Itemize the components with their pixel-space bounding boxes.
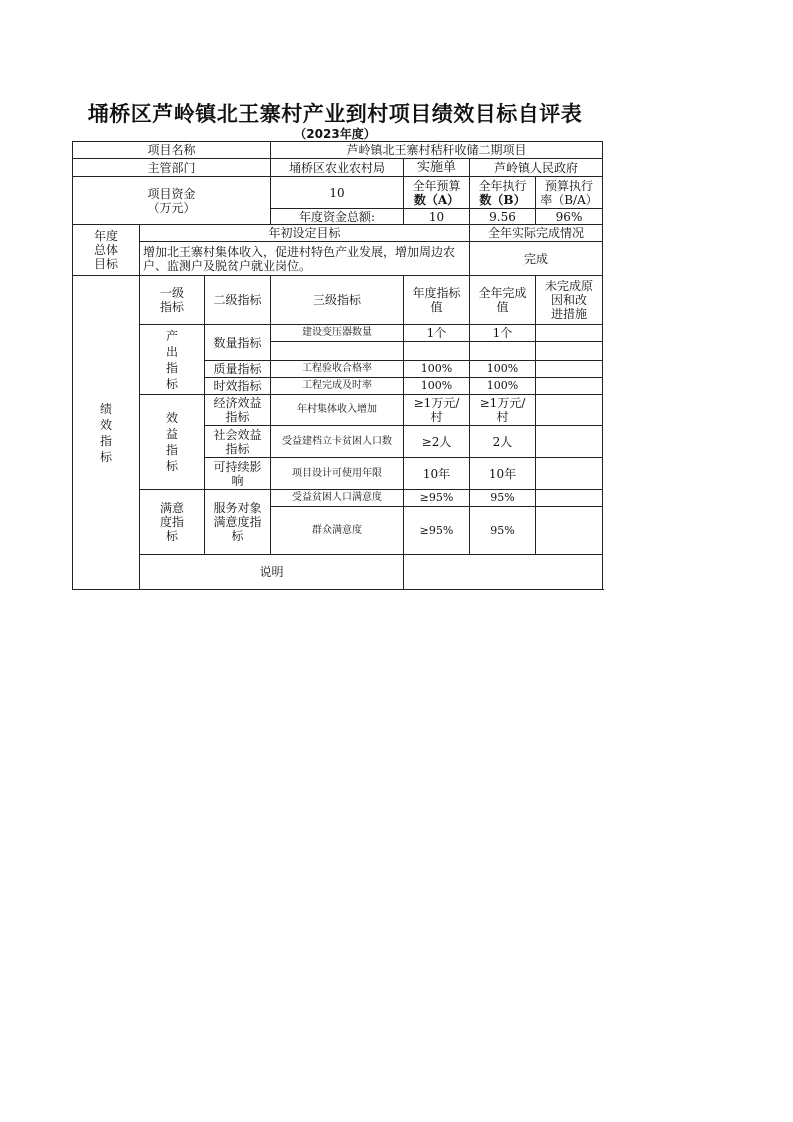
quality-reason — [536, 361, 603, 378]
evaluation-table — [72, 141, 603, 590]
perf-side-char: 指 — [99, 433, 112, 448]
quantity-done: 1个 — [470, 325, 536, 342]
service-item-1: 受益贫困人口满意度 — [271, 490, 404, 507]
economic-target — [404, 395, 470, 426]
header-target-line2: 值 — [430, 300, 443, 314]
table-row — [73, 490, 603, 507]
service-label-line1: 服务对象 — [213, 501, 262, 515]
social-indicator-label — [205, 426, 271, 458]
sustainability-target: 10年 — [404, 458, 470, 490]
sustainability-done: 10年 — [470, 458, 536, 490]
satisfaction-label-line1: 满意 — [159, 501, 184, 515]
effect-indicator-label — [140, 395, 205, 490]
col-budget-a — [404, 177, 470, 209]
col-budget-a-line2: 数（A） — [413, 192, 460, 207]
implementer-value: 芦岭镇人民政府 — [470, 159, 603, 177]
perf-side-char: 效 — [99, 417, 112, 432]
output-char: 产 — [165, 328, 178, 343]
initial-goal-text: 增加北王寨村集体收入，促进村特色产业发展，增加周边农户、监测户及脱贫户就业岗位。 — [140, 242, 470, 276]
effect-char: 益 — [165, 427, 178, 441]
quantity-indicator-label: 数量指标 — [205, 325, 271, 361]
sustainability-indicator-label — [205, 458, 271, 490]
project-name-label: 项目名称 — [73, 142, 271, 159]
goals-header-row — [73, 225, 603, 242]
implementer-label: 实施单 — [404, 159, 470, 177]
social-reason — [536, 426, 603, 458]
economic-reason — [536, 395, 603, 426]
quality-target: 100% — [404, 361, 470, 378]
social-item: 受益建档立卡贫困人口数 — [271, 426, 404, 458]
perf-header-row — [73, 276, 603, 325]
col-exec-rate — [536, 177, 603, 209]
perf-side-char: 绩 — [99, 401, 112, 416]
service-satisfaction-label — [205, 490, 271, 555]
col-exec-b — [470, 177, 536, 209]
service-done-1: 95% — [470, 490, 536, 507]
actual-completion-text: 完成 — [470, 242, 603, 276]
col-exec-b-line2: 数（B） — [479, 192, 526, 207]
goals-label-line2: 总体 — [93, 243, 118, 257]
quality-indicator-label: 质量指标 — [205, 361, 271, 378]
page-title: 埇桥区芦岭镇北王寨村产业到村项目绩效目标自评表 — [87, 102, 583, 126]
header-level2: 二级指标 — [205, 276, 271, 325]
social-done: 2人 — [470, 426, 536, 458]
sustainability-label-line1: 可持续影 — [213, 459, 262, 474]
col-budget-a-line1: 全年预算 — [412, 178, 461, 193]
timeliness-done: 100% — [470, 378, 536, 395]
effect-char: 指 — [165, 443, 178, 457]
table-row — [73, 395, 603, 426]
service-target-1: ≥95% — [404, 490, 470, 507]
actual-completion-header: 全年实际完成情况 — [470, 225, 603, 242]
quality-done: 100% — [470, 361, 536, 378]
output-indicator-label — [140, 325, 205, 395]
service-reason-2 — [536, 507, 603, 555]
header-done-line1: 全年完成 — [478, 286, 527, 300]
social-target: ≥2人 — [404, 426, 470, 458]
header-level1-line1: 一级 — [159, 286, 184, 300]
goals-label — [73, 225, 140, 276]
economic-target-line2: 村 — [430, 410, 443, 424]
department-value: 埇桥区农业农村局 — [271, 159, 404, 177]
social-label-line1: 社会效益 — [213, 427, 262, 442]
funds-label-line2: （万元） — [147, 200, 196, 215]
economic-item: 年村集体收入增加 — [271, 395, 404, 426]
funds-b-value: 9.56 — [470, 209, 536, 225]
department-row — [73, 159, 603, 177]
funds-rate-value: 96% — [536, 209, 603, 225]
perf-side-char: 标 — [99, 449, 112, 464]
table-row — [73, 325, 603, 342]
economic-target-line1: ≥1万元/ — [413, 396, 460, 410]
note-label: 说明 — [140, 555, 404, 590]
economic-done — [470, 395, 536, 426]
economic-done-line1: ≥1万元/ — [479, 396, 526, 410]
quantity-target: 1个 — [404, 325, 470, 342]
funds-a-value: 10 — [404, 209, 470, 225]
quantity-reason — [536, 325, 603, 342]
quality-item: 工程验收合格率 — [271, 361, 404, 378]
empty-cell — [470, 342, 536, 361]
header-reason-line3: 进措施 — [551, 307, 588, 321]
header-reason-line1: 未完成原 — [545, 279, 594, 293]
social-label-line2: 指标 — [225, 441, 250, 456]
sustainability-label-line2: 响 — [231, 473, 244, 488]
goals-content-row — [73, 242, 603, 276]
output-char: 出 — [165, 344, 178, 359]
funds-header-row — [73, 177, 603, 209]
effect-char: 标 — [165, 459, 178, 473]
goals-label-line3: 目标 — [93, 257, 118, 271]
service-label-line3: 标 — [231, 529, 244, 543]
timeliness-indicator-label: 时效指标 — [205, 378, 271, 395]
output-char: 标 — [165, 376, 178, 391]
goals-label-line1: 年度 — [93, 229, 118, 243]
project-name-row — [73, 142, 603, 159]
note-row — [73, 555, 603, 590]
header-target — [404, 276, 470, 325]
economic-indicator-label — [205, 395, 271, 426]
header-reason-line2: 因和改 — [551, 293, 588, 307]
header-done — [470, 276, 536, 325]
note-value — [404, 555, 603, 590]
service-label-line2: 满意度指 — [213, 515, 262, 529]
header-level1 — [140, 276, 205, 325]
service-target-2: ≥95% — [404, 507, 470, 555]
service-reason-1 — [536, 490, 603, 507]
effect-char: 效 — [165, 411, 178, 425]
col-exec-b-line1: 全年执行 — [478, 178, 527, 193]
timeliness-target: 100% — [404, 378, 470, 395]
funds-label-line1: 项目资金 — [147, 186, 196, 201]
year-subtitle: （2023年度） — [294, 127, 376, 141]
satisfaction-label-line2: 度指 — [159, 515, 184, 529]
timeliness-item: 工程完成及时率 — [271, 378, 404, 395]
col-exec-rate-line1: 预算执行 — [545, 178, 594, 193]
economic-label-line1: 经济效益 — [213, 396, 262, 410]
empty-cell — [404, 342, 470, 361]
header-level1-line2: 指标 — [159, 300, 184, 314]
sustainability-item: 项目设计可使用年限 — [271, 458, 404, 490]
initial-goal-header: 年初设定目标 — [140, 225, 470, 242]
header-target-line1: 年度指标 — [412, 286, 461, 300]
col-exec-rate-line2: 率（B/A） — [540, 192, 598, 207]
sustainability-reason — [536, 458, 603, 490]
timeliness-reason — [536, 378, 603, 395]
perf-side-label — [73, 276, 140, 590]
satisfaction-indicator-label — [140, 490, 205, 555]
funds-total-label: 年度资金总额: — [271, 209, 404, 225]
economic-label-line2: 指标 — [225, 410, 250, 424]
quantity-item: 建设变压器数量 — [271, 325, 404, 342]
funds-amount: 10 — [271, 177, 404, 209]
header-done-line2: 值 — [496, 300, 509, 314]
project-name-value: 芦岭镇北王寨村秸秆收储二期项目 — [271, 142, 603, 159]
service-done-2: 95% — [470, 507, 536, 555]
funds-label — [73, 177, 271, 225]
service-item-2: 群众满意度 — [271, 507, 404, 555]
output-char: 指 — [165, 360, 178, 375]
department-label: 主管部门 — [73, 159, 271, 177]
empty-cell — [271, 342, 404, 361]
header-reason — [536, 276, 603, 325]
economic-done-line2: 村 — [496, 410, 509, 424]
header-level3: 三级指标 — [271, 276, 404, 325]
satisfaction-label-line3: 标 — [165, 529, 178, 543]
empty-cell — [536, 342, 603, 361]
